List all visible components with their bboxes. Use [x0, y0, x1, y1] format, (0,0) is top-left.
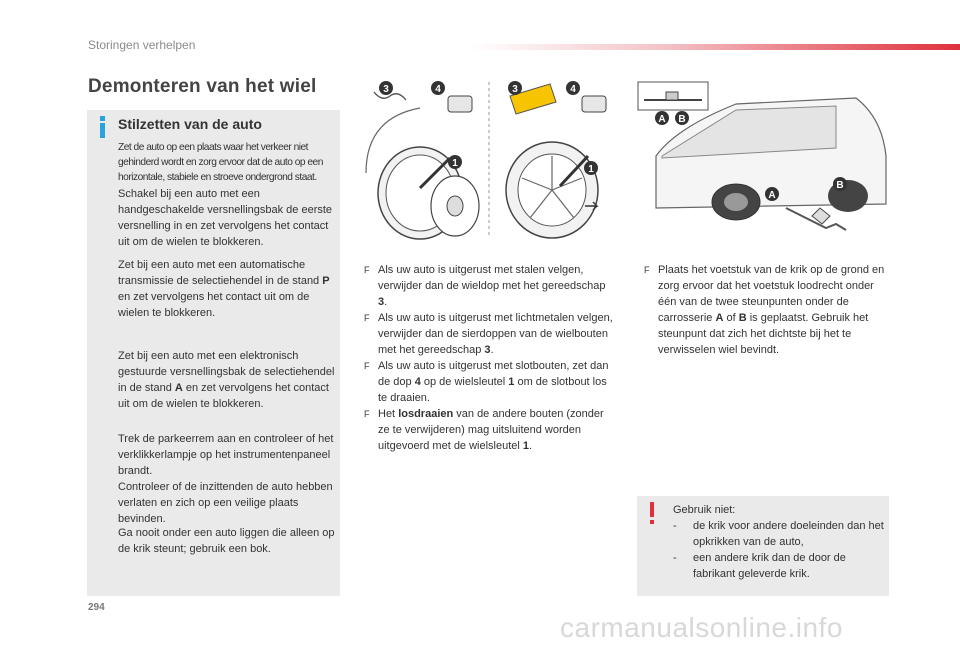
- para-electronic-gearbox: Zet bij een auto met een elektronisch gestuurde versnellingsbak de selectiehendel in de stand A en zet vervolgens het contact uit om de wielen te blokkeren.: [118, 350, 335, 410]
- warning-item: - de krik voor andere doeleinden dan het opkrikken van de auto,: [673, 520, 884, 548]
- support-point-b-label: B: [678, 114, 686, 125]
- support-point-b-label: B: [836, 180, 844, 191]
- info-icon: [98, 116, 110, 138]
- callout-4: 4: [435, 84, 441, 95]
- support-point-a-label: A: [658, 114, 666, 125]
- jack-placement-steps: [644, 262, 894, 358]
- warning-icon: [647, 502, 657, 524]
- warning-item: - een andere krik dan de door de fabrikant geleverde krik.: [673, 552, 846, 580]
- wheel-removal-steps: [364, 262, 616, 454]
- watermark: carmanualsonline.info: [560, 612, 843, 643]
- para-automatic-transmission: Zet bij een auto met een automatische transmissie de selectiehendel in de stand P en zet vervolgens het contact uit om de wielen te blokkeren.: [118, 259, 330, 319]
- para-parking-brake: Trek de parkeerrem aan en controleer of het verklikkerlampje op het instrumentenpaneel brandt.: [118, 433, 334, 477]
- step-loosen-bolts: F Het losdraaien van de andere bouten (zonder ze te verwijderen) mag uitsluitend worden uitgevoerd met de wielsleutel 1.: [364, 408, 604, 452]
- callout-1: 1: [452, 158, 458, 169]
- step-locking-bolts: F Als uw auto is uitgerust met slotbouten, zet dan de dop 4 op de wielsleutel 1 om de slotbout los te draaien.: [364, 360, 609, 404]
- info-box-title: Stilzetten van de auto: [118, 116, 262, 132]
- para-manual-gearbox: Schakel bij een auto met een handgeschakelde versnellingsbak de eerste versnelling in en zet vervolgens het contact uit om de wielen te blokkeren.: [118, 188, 333, 248]
- callout-3: 3: [512, 84, 518, 95]
- callout-4: 4: [570, 84, 576, 95]
- callout-1: 1: [588, 164, 594, 175]
- step-steel-rims: F Als uw auto is uitgerust met stalen velgen, verwijder dan de wieldop met het gereedschap 3.: [364, 264, 606, 308]
- wheel-illustration: [360, 78, 618, 240]
- header-accent-bar: [470, 44, 960, 50]
- step-place-jack: F Plaats het voetstuk van de krik op de grond en zorg ervoor dat het voetstuk loodrecht onder één van de twee steunpunten onder de carrosserie A of B is geplaatst. Gebruik het steunpunt dat zich het dichtste bij het te verwisselen wiel bevindt.: [644, 264, 885, 356]
- callout-3: 3: [383, 84, 389, 95]
- page-number: 294: [88, 602, 105, 613]
- step-alloy-rims: F Als uw auto is uitgerust met lichtmetalen velgen, verwijder dan de sierdoppen van de wielbouten met het gereedschap 3.: [364, 312, 613, 356]
- para-occupants: Controleer of de inzittenden de auto hebben verlaten en zich op een veilige plaats bevinden.: [118, 481, 333, 525]
- info-condensed-text: Zet de auto op een plaats waar het verkeer niet gehinderd wordt en zorg ervoor dat de auto op een horizontale, stabiele en stroeve ondergrond staat.: [118, 142, 323, 183]
- section-title: Storingen verhelpen: [88, 38, 196, 52]
- para-never-under-car: Ga nooit onder een auto liggen die alleen op de krik steunt; gebruik een bok.: [118, 527, 335, 555]
- support-point-a-label: A: [768, 190, 776, 201]
- warning-title: Gebruik niet:: [673, 504, 736, 516]
- warning-list: [673, 518, 888, 582]
- car-jack-illustration: [636, 78, 894, 240]
- page-title: Demonteren van het wiel: [88, 76, 317, 97]
